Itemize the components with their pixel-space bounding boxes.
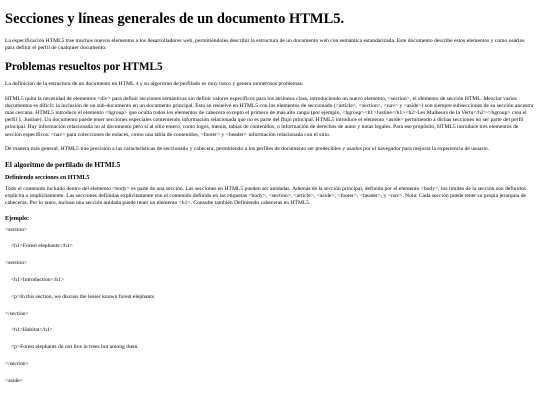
algorithm-paragraph: Todo el contenido incluido dentro del elemento <body> es parte de una sección. Las secciones en HTML5 pueden ser anidadas. Además de la sección principal, definida por el elemento <body>, los límites de la sección son definidos explícita o implícitamente. Las secciones definidas explícitamente son el contenido definido en las etiquetas <body>, <section>, <article>, <aside>, <footer>, <header>, y <nav>. Nota: Cada sección puede tener su propia jerarquía de cabeceras. Por lo tanto, incluso una sección anidada puede tener un elemento <h1>. Consulte también Definiendo cabeceras en HTML5. xyxy=(5,186,527,207)
code-line: <section> xyxy=(5,260,28,267)
code-line: <aside> xyxy=(5,377,23,384)
code-line: </section> xyxy=(5,310,29,317)
code-line: <section> xyxy=(5,226,28,233)
code-line: <h1>Habitat</h1> xyxy=(11,327,53,334)
problems-paragraph-2: HTML5 quita la necesidad de elementos <div> para definir secciones semánticas sin definir valores específicos para los atributos class, introduciendo un nuevo elemento, <section>, el elemento de sección HTML. Mezclar varios documentos es difícil: la inclusión de un sub-documento en un documento principal. Esto se resuelve en HTML5 con los elementos de seccionado (<article>, <section>, <nav> y <aside>) son siempre subsecciones de su sección ancestra más cercana. HTML5 introduce el elemento <hgroup> que oculta todos los elementos de cabecera excepto el primero de más alto rango (por ejemplo, <hgroup><h1>Justine</h1><h2>Les Malheurs de la Vertu</h2></hgroup> crea el perfil 1. Justine). Un documento puede tener secciones especiales conteniendo información relacionada que no es parte del flujo principal. HTML5 introduce el elemento <aside> permitiendo a dichas secciones no ser parte del perfil principal. Hay información relacionada no al documento pero sí al sitio entero, como logos, menús, tablas de contenidos, o información de derechos de autor y notas legales. Para ese propósito, HTML5 introduce tres elementos de sección específicos: <nav> para colecciones de enlaces, como una tabla de contenidos, <footer> y <header> información relacionada con el sitio. xyxy=(5,95,534,138)
problems-paragraph-1: La definición de la estructura de un documento en HTML 4 y su algoritmo de perfilado es muy tosco y genera numerosos problemas: xyxy=(5,81,304,88)
code-line: <h1>Forest elephants</h1> xyxy=(11,243,73,250)
section-heading-algorithm: El algoritmo de perfilado de HTML5 xyxy=(5,160,121,170)
intro-paragraph: La especificación HTML5 trae muchos nuevos elementos a los desarrolladores web, permitiéndoles describir la estructura de un documento web con semántica estandarizada. Este documento describe estos elementos y cómo usarlos para definir el perfil de cualquier documento. xyxy=(5,38,525,52)
example-label: Ejemplo: xyxy=(5,215,30,222)
page-title: Secciones y líneas generales de un documento HTML5. xyxy=(5,11,345,27)
code-line: <p>Forest elephants do not live in trees but among them. xyxy=(11,344,139,351)
section-heading-problems: Problemas resueltos por HTML5 xyxy=(5,61,163,74)
code-example xyxy=(5,227,535,385)
code-line: <p>In this section, we discuss the lesser known forest elephants xyxy=(11,293,155,300)
code-line: </section> xyxy=(5,361,29,368)
problems-paragraph-3: De manera más general, HTML5 trae precisión a las características de seccionado y cabecera, permitiendo a los perfiles de documento ser predecibles y usados por el navegador para mejorar la experiencia de usuario. xyxy=(5,145,490,152)
code-line: <h1>Introduction</h1> xyxy=(11,277,65,284)
subheading-defining-sections: Definiendo secciones en HTML5 xyxy=(5,175,90,182)
